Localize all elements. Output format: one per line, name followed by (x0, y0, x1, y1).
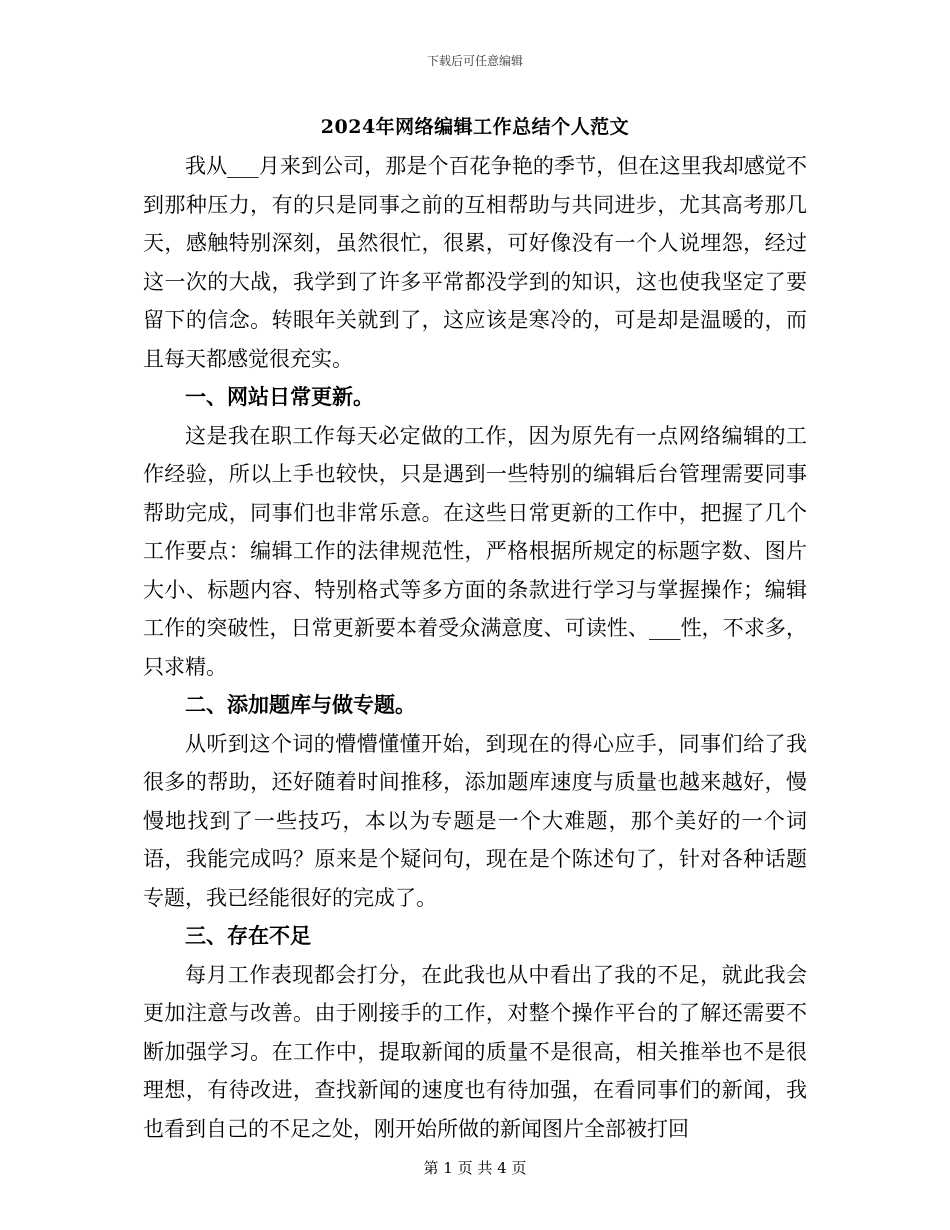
page-header-note: 下载后可任意编辑 (426, 54, 523, 68)
document-body (143, 147, 807, 1148)
page-number: 第 1 页 共 4 页 (423, 1159, 527, 1177)
section-heading-2: 二、添加题库与做专题。 (185, 692, 416, 717)
paragraph-section-2: 从听到这个词的懵懵懂懂开始，到现在的得心应手，同事们给了我很多的帮助，还好随着时间推移，添加题库速度与质量也越来越好，慢慢地找到了一些技巧，本以为专题是一个大难题，那个美好的一个词语，我能完成吗？原来是个疑问句，现在是个陈述句了，针对各种话题专题，我已经能很好的完成了。 (143, 731, 807, 910)
paragraph-section-1: 这是我在职工作每天必定做的工作，因为原先有一点网络编辑的工作经验，所以上手也较快，只是遇到一些特别的编辑后台管理需要同事帮助完成，同事们也非常乐意。在这些日常更新的工作中，把握了几个工作要点：编辑工作的法律规范性，严格根据所规定的标题字数、图片大小、标题内容、特别格式等多方面的条款进行学习与掌握操作；编辑工作的突破性，日常更新要本着受众满意度、可读性、___性，不求多，只求精。 (143, 423, 807, 679)
section-heading-3: 三、存在不足 (185, 923, 311, 948)
document-title: 2024年网络编辑工作总结个人范文 (320, 116, 630, 138)
section-heading-1: 一、网站日常更新。 (185, 384, 374, 409)
paragraph-intro: 我从___月来到公司，那是个百花争艳的季节，但在这里我却感觉不到那种压力，有的只是同事之前的互相帮助与共同进步，尤其高考那几天，感触特别深刻，虽然很忙，很累，可好像没有一个人说埋怨，经过这一次的大战，我学到了许多平常都没学到的知识，这也使我坚定了要留下的信念。转眼年关就到了，这应该是寒冷的，可是却是温暖的，而且每天都感觉很充实。 (143, 154, 807, 371)
paragraph-section-3: 每月工作表现都会打分，在此我也从中看出了我的不足，就此我会更加注意与改善。由于刚接手的工作，对整个操作平台的了解还需要不断加强学习。在工作中，提取新闻的质量不是很高，相关推举也不是很理想，有待改进，查找新闻的速度也有待加强，在看同事们的新闻，我也看到自己的不足之处，刚开始所做的新闻图片全部被打回 (143, 962, 807, 1141)
